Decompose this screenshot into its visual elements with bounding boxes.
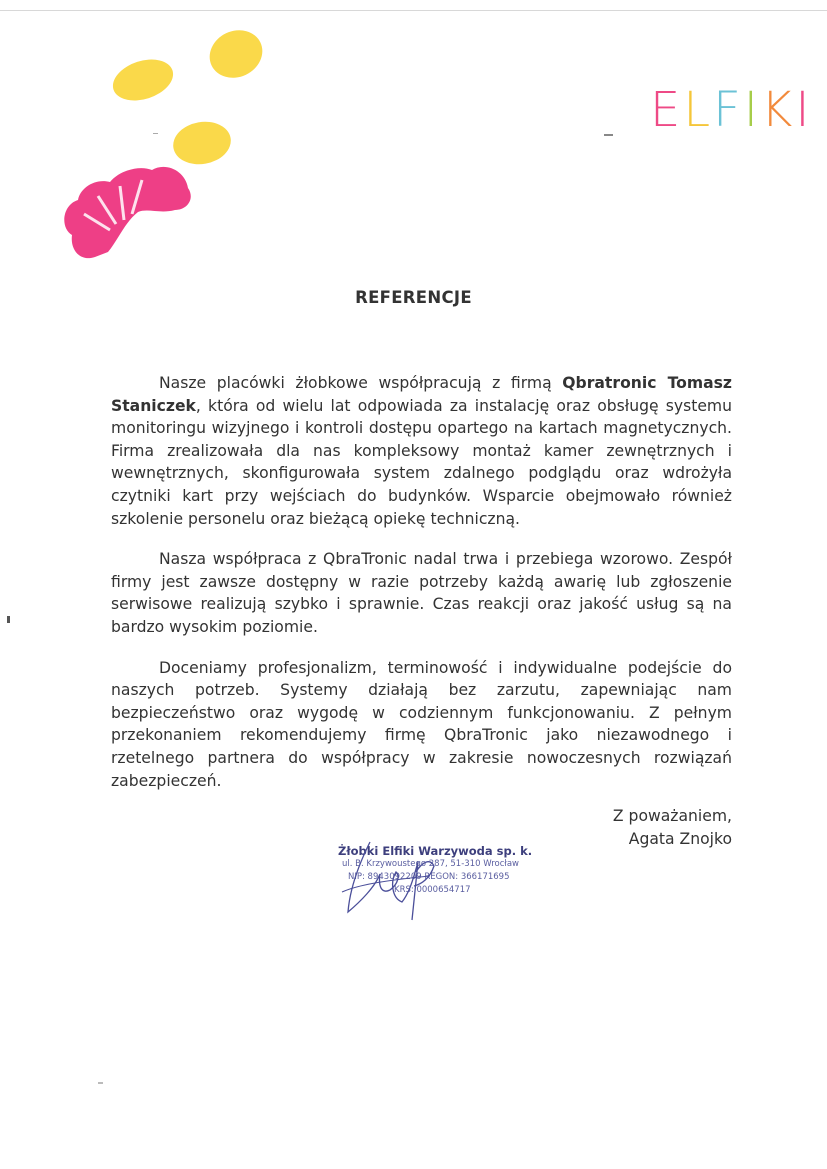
scan-speck [604,134,613,136]
company-name: Qbratronic Tomasz Staniczek [111,374,733,415]
logo-letter: I [743,82,761,138]
closing-phrase: Z poważaniem, [612,807,732,825]
scan-speck [153,133,158,134]
paragraph-2: Nasza współpraca z QbraTronic nadal trwa i przebiega wzorowo. Zespół firmy jest zawsze dostępny w razie potrzeby każdą awarię lub zgłoszenie serwisowe realizują szybko i sprawnie. Czas reakcji oraz jakość usług są na bardzo wysokim poziomie. [111,550,732,636]
handwritten-signature [330,832,470,922]
paragraph-1-start: Nasze placówki żłobkowe współpracują z firmą [159,374,563,392]
closing-block [613,805,732,851]
paragraph-1 [111,372,732,530]
paragraph-3: Doceniamy profesjonalizm, terminowość i indywidualne podejście do naszych potrzeb. Systemy działają bez zarzutu, zapewniając nam bezpieczeństwo oraz wygodę w codziennym funkcjonowaniu. Z pełnym przekonaniem rekomendujemy firmę QbraTronic jako niezawodnego i rzetelnego partnera do współpracy w zakresie nowoczesnych rozwiązań zabezpieczeń. [111,658,732,790]
yellow-petal [202,22,270,87]
stamp-company-name: Żłobki Elfiki Warzywoda sp. k. [338,844,533,858]
yellow-petal [170,117,234,168]
logo-letter: F [713,82,744,138]
document-title: REFERENCJE [355,288,472,307]
stamp-ids: NIP: 8943092209 REGON: 366171695 [348,872,510,882]
scan-speck [7,616,10,623]
flower-decoration [0,0,280,280]
signer-name: Agata Znojko [628,830,732,848]
stamp-krs: KRS: 0000654717 [394,885,471,895]
elfiki-logo [650,82,813,138]
stamp-address: ul. B. Krzywoustego 287, 51-310 Wrocław [342,859,519,869]
logo-letter: L [683,82,714,138]
pink-flower [64,167,190,258]
logo-letter: K [760,82,796,138]
scan-speck [98,1082,103,1084]
yellow-petal [108,52,179,107]
letter-body [111,372,732,810]
logo-letter: I [795,82,813,138]
logo-letter: E [650,82,684,138]
paragraph-1-rest: , która od wielu lat odpowiada za instalację oraz obsługę systemu monitoringu wizyjnego i kontroli dostępu opartego na kartach magnetycznych. Firma zrealizowała dla nas kompleksowy montaż kamer zewnętrznych i wewnętrznych, skonfigurowała system zdalnego podglądu oraz wdrożyła czytniki kart przy wejściach do budynków. Wsparcie obejmowało również szkolenie personelu oraz bieżącą opiekę techniczną. [111,396,732,528]
